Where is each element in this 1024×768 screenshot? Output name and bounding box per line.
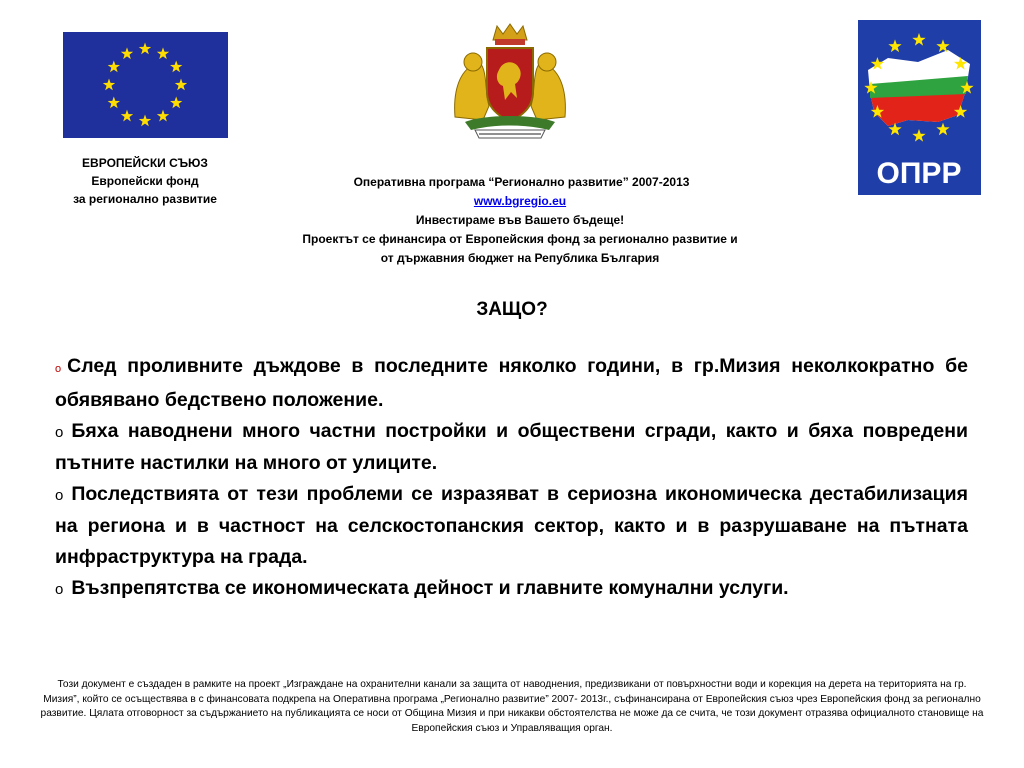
program-info [230, 173, 810, 268]
coat-of-arms-logo [445, 22, 575, 142]
disclaimer-footer: Този документ е създаден в рамките на проект „Изграждане на охранителни канали за защита от наводнения, предизвикани от повърхностни води и корекция на дерета на територията на гр. Мизия”, който се осъществява в с финансовата подкрепа на Оперативна програма „Регионално развитие” 2007- 2013г., съфинансирана от Европейския съюз чрез Европейския фонд за регионално развитие. Цялата отговорност за съдържанието на публикацията се носи от Община Мизия и при никакви обстоятелства не може да се счита, че този документ отразява официалното становище на Европейския съюз и Управляващия орган. [40, 679, 984, 734]
website-link[interactable]: www.bgregio.eu [473, 194, 567, 208]
bullet-item [55, 573, 968, 605]
bullet-marker-icon: o [55, 363, 62, 375]
eu-caption-title: ЕВРОПЕЙСКИ СЪЮЗ [82, 156, 208, 170]
bullet-text: Последствията от тези проблеми се изразяват в сериозна икономическа дестабилизация на региона и в частност на селскостопанския сектор, както и в разрушаване на пътната инфраструктура на града. [55, 483, 968, 568]
oprr-logo-text: ОПРР [876, 157, 962, 190]
bullet-text: След проливните дъждове в последните няколко години, в гр.Мизия неколкократно бе обявявано бедствено положение. [55, 355, 968, 411]
bullet-item [55, 416, 968, 479]
bullet-text: Възпрепятства се икономическата дейност и главните комунални услуги. [71, 577, 789, 599]
oprr-logo [858, 20, 981, 195]
bullet-marker-icon: o [55, 424, 64, 441]
eu-caption-fund: Европейски фонд [91, 174, 199, 188]
slogan: Инвестираме във Вашето бъдеще! [415, 213, 625, 227]
eu-caption-fund-name: за регионално развитие [73, 192, 217, 206]
bullet-item [55, 351, 968, 416]
bullet-marker-icon: o [55, 581, 64, 598]
bullet-marker-icon: o [55, 487, 64, 504]
program-name: Оперативна програма “Регионално развитие” 2007-2013 [353, 175, 690, 189]
bullet-text: Бяха наводнени много частни постройки и обществени сгради, както и бяха повредени пътните настилки на много от улиците. [55, 420, 968, 474]
bullet-item [55, 479, 968, 573]
eu-flag-logo [63, 32, 228, 138]
financing-line-1: Проектът се финансира от Европейския фонд за регионално развитие и [302, 232, 738, 246]
financing-line-2: от държавния бюджет на Република България [380, 251, 660, 265]
bullet-list [55, 351, 968, 605]
eu-caption [45, 154, 245, 208]
page-heading: ЗАЩО? [476, 299, 548, 320]
